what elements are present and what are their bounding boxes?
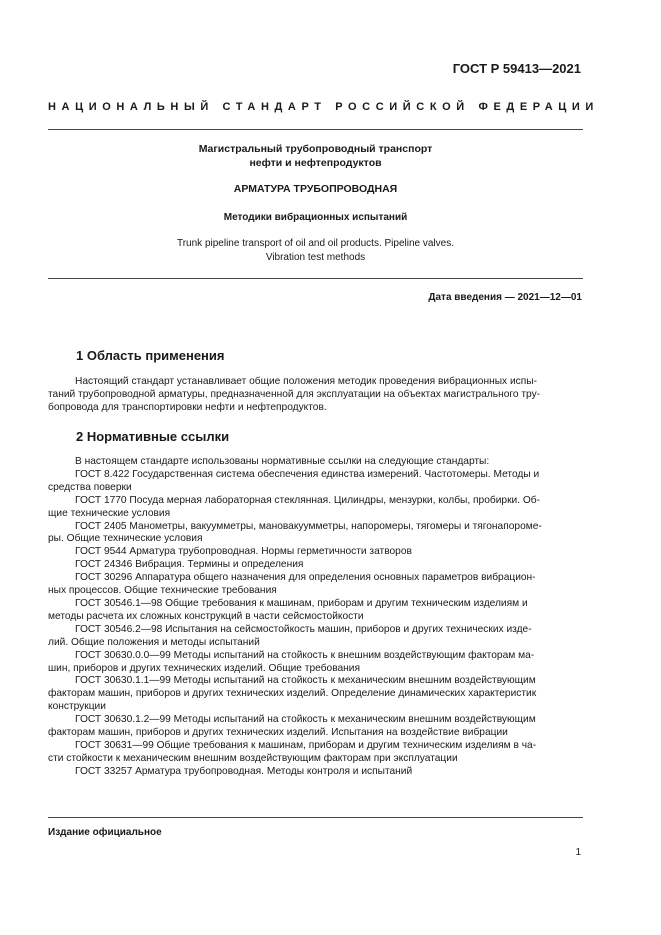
gost-number: ГОСТ Р 59413—2021 xyxy=(452,61,581,76)
reference-line: ГОСТ 30630.0.0—99 Методы испытаний на стойкость к внешним воздействующим факторам ма- xyxy=(75,649,535,661)
title-english-line-2: Vibration test methods xyxy=(265,251,366,263)
reference-line: факторам машин, приборов и других технических изделий. Испытания на воздействие вибрации xyxy=(48,727,508,739)
reference-line: ГОСТ 1770 Посуда мерная лабораторная стеклянная. Цилиндры, мензурки, колбы, пробирки. Об- xyxy=(75,494,541,506)
section-1-heading: 1 Область применения xyxy=(76,348,225,363)
reference-line: ры. Общие технические условия xyxy=(48,533,203,545)
reference-line: факторам машин, приборов и других технических изделий. Определение динамических характеристик xyxy=(48,688,537,700)
section-1-line: бопровода для транспортировки нефти и нефтепродуктов. xyxy=(48,401,327,413)
title-english-line-1: Trunk pipeline transport of oil and oil products. Pipeline valves. xyxy=(176,238,454,249)
reference-line: ГОСТ 24346 Вибрация. Термины и определения xyxy=(75,559,304,571)
reference-line: ГОСТ 30296 Аппаратура общего назначения для определения основных параметров вибрацион- xyxy=(75,572,536,584)
section-1-body xyxy=(48,376,583,415)
reference-line: В настоящем стандарте использованы нормативные ссылки на следующие стандарты: xyxy=(75,456,490,467)
top-divider xyxy=(48,129,583,130)
title-line-2: нефти и нефтепродуктов xyxy=(249,156,382,169)
introduction-date: Дата введения — 2021—12—01 xyxy=(428,292,582,303)
section-1-line: таний трубопроводной арматуры, предназначенной для эксплуатации на объектах магистрального тру- xyxy=(48,388,541,400)
section-2-heading: 2 Нормативные ссылки xyxy=(76,429,230,444)
document-title-block xyxy=(48,143,583,170)
reference-line: ГОСТ 8.422 Государственная система обеспечения единства измерений. Частотомеры. Методы и xyxy=(75,468,540,480)
reference-line: сти стойкости к механическим внешним воздействующим факторам при эксплуатации xyxy=(48,752,458,764)
reference-line: ГОСТ 9544 Арматура трубопроводная. Нормы герметичности затворов xyxy=(75,546,412,558)
reference-line: ГОСТ 30546.1—98 Общие требования к машинам, приборам и другим техническим изделиям и xyxy=(75,597,528,609)
reference-line: ГОСТ 30630.1.1—99 Методы испытаний на стойкость к механическим внешним воздействующим xyxy=(75,675,536,687)
title-sub: Методики вибрационных испытаний xyxy=(223,212,408,223)
reference-line: ГОСТ 30546.2—98 Испытания на сейсмостойкость машин, приборов и других технических изде- xyxy=(75,623,532,635)
title-english-block xyxy=(48,237,583,264)
section-1-line: Настоящий стандарт устанавливает общие положения методик проведения вибрационных испы- xyxy=(75,376,537,387)
page-number: 1 xyxy=(575,847,581,858)
official-edition-label: Издание официальное xyxy=(48,827,162,838)
reference-line: методы расчета их сложных конструкций в части сейсмостойкости xyxy=(48,610,364,622)
reference-line: ГОСТ 2405 Манометры, вакуумметры, мановакуумметры, напоромеры, тягомеры и тягонапороме- xyxy=(75,520,542,532)
reference-line: средства поверки xyxy=(48,481,132,493)
title-divider xyxy=(48,278,583,279)
reference-line: ных процессов. Общие технические требования xyxy=(48,585,277,597)
reference-line: щие технические условия xyxy=(48,507,171,519)
section-2-body xyxy=(48,456,583,779)
title-line-1: Магистральный трубопроводный транспорт xyxy=(198,143,433,155)
reference-line: ГОСТ 33257 Арматура трубопроводная. Методы контроля и испытаний xyxy=(75,765,413,777)
reference-line: шин, приборов и других технических изделий. Общие требования xyxy=(48,662,360,674)
reference-line: конструкции xyxy=(48,701,106,713)
reference-line: ГОСТ 30631—99 Общие требования к машинам, приборам и другим техническим изделиям в ча- xyxy=(75,739,537,751)
reference-line: ГОСТ 30630.1.2—99 Методы испытаний на стойкость к механическим внешним воздействующим xyxy=(75,714,536,726)
national-standard-banner: НАЦИОНАЛЬНЫЙ СТАНДАРТ РОССИЙСКОЙ ФЕДЕРАЦИИ xyxy=(48,101,599,113)
title-main: АРМАТУРА ТРУБОПРОВОДНАЯ xyxy=(233,183,398,195)
reference-line: лий. Общие положения и методы испытаний xyxy=(48,636,260,648)
footer-divider xyxy=(48,817,583,818)
